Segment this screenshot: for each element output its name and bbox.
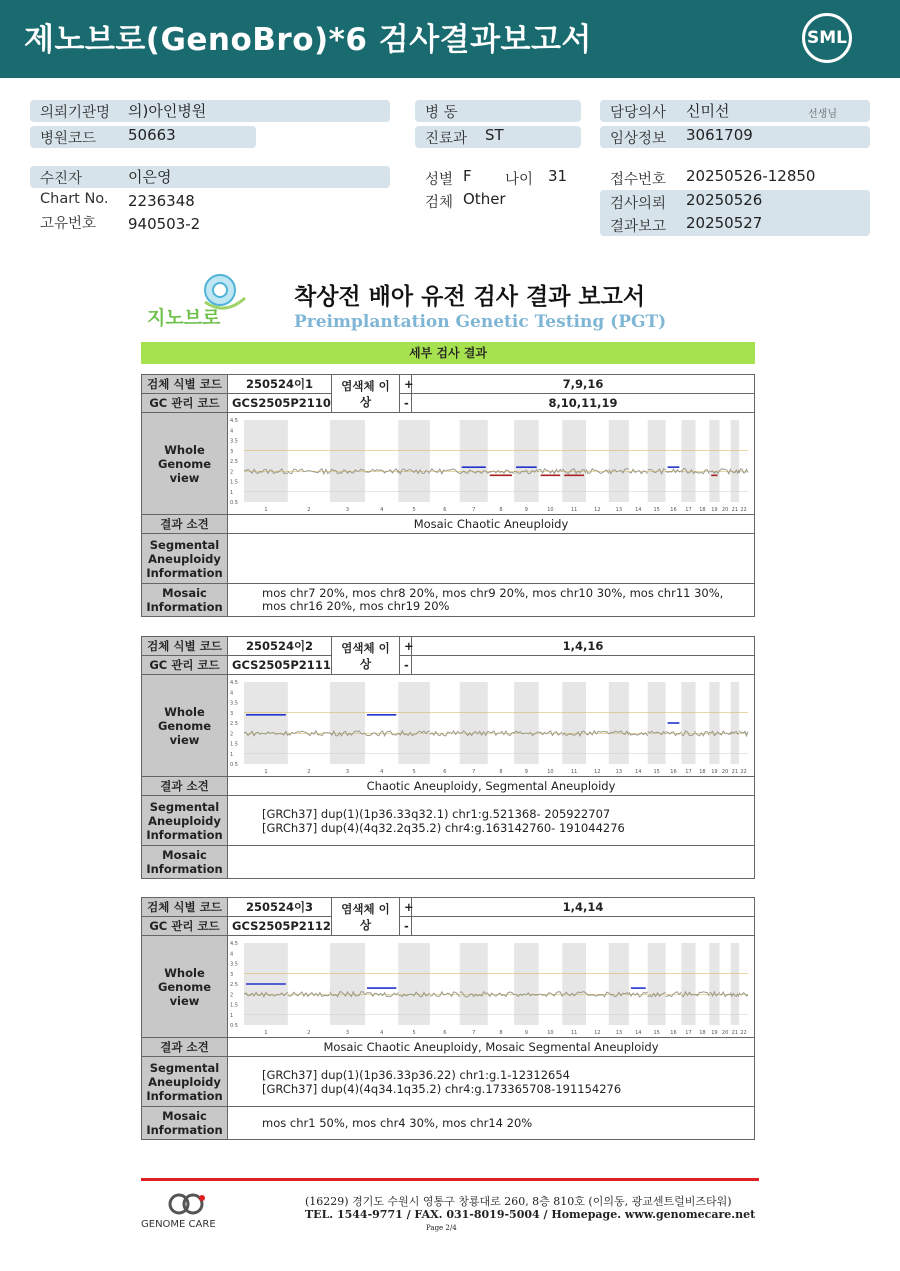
x-tick-label: 4 — [380, 1029, 384, 1036]
sml-logo: SML — [802, 13, 852, 63]
x-tick-label: 5 — [412, 1029, 416, 1036]
receipt-value: 20250526-12850 — [686, 167, 816, 185]
y-tick-label: 3.5 — [230, 961, 238, 967]
y-tick-label: 3 — [230, 971, 234, 978]
genobro-logo-text: 지노브로 — [147, 307, 221, 329]
chromosome-band — [648, 943, 666, 1025]
y-tick-label: 1.5 — [230, 1002, 238, 1008]
y-tick-label: 1 — [230, 751, 234, 758]
specimen-value: Other — [463, 190, 506, 208]
x-tick-label: 11 — [570, 506, 578, 513]
chromosome-band — [514, 682, 539, 764]
ward-label: 병 동 — [425, 105, 458, 121]
copy-number-trace — [365, 992, 398, 996]
y-tick-label: 0.5 — [230, 1022, 238, 1029]
request-label: 검사의뢰 — [610, 196, 667, 212]
x-tick-label: 20 — [721, 506, 729, 513]
specimen-code-value: 250524이2 — [228, 637, 332, 656]
y-tick-label: 2 — [230, 991, 234, 998]
copy-number-trace — [666, 469, 682, 473]
mosaic-label: Mosaic Information — [142, 584, 228, 617]
unique-no-value: 940503-2 — [128, 215, 201, 233]
mosaic-value: mos chr7 20%, mos chr8 20%, mos chr9 20%, mos chr10 30%, mos chr11 30%, mos chr16 20%, mos chr19 20% — [228, 584, 755, 617]
chrom-abn-label: 염색체 이상 — [332, 637, 400, 675]
age-value: 31 — [548, 167, 568, 185]
x-tick-label: 4 — [380, 506, 384, 513]
hospital-code-label: 병원코드 — [40, 131, 97, 147]
y-tick-label: 2 — [230, 468, 234, 475]
specimen-label: 검체 — [425, 195, 454, 211]
segmental-value — [228, 796, 755, 846]
x-tick-label: 9 — [524, 768, 528, 775]
finding-value: Mosaic Chaotic Aneuploidy — [228, 515, 755, 534]
x-tick-label: 7 — [472, 506, 476, 513]
chrom-abn-label: 염색체 이상 — [332, 898, 400, 936]
y-tick-label: 2.5 — [230, 720, 238, 727]
whole-genome-label: Whole Genome view — [142, 675, 228, 777]
minus-value: 8,10,11,19 — [412, 394, 755, 413]
gc-code-value: GCS2505P2112 — [228, 917, 332, 936]
y-tick-label: 4 — [230, 427, 234, 434]
gc-code-label: GC 관리 코드 — [142, 917, 228, 936]
chromosome-band — [681, 420, 695, 502]
whole-genome-chart — [228, 936, 755, 1038]
x-tick-label: 9 — [524, 506, 528, 513]
report-title: 착상전 배아 유전 검사 결과 보고서 — [294, 284, 646, 310]
x-tick-label: 9 — [524, 1029, 528, 1036]
segmental-line: [GRCh37] dup(1)(1p36.33p36.22) chr1:g.1-12312654 — [262, 1067, 570, 1082]
chromosome-band — [514, 420, 539, 502]
x-tick-label: 11 — [570, 768, 578, 775]
whole-genome-chart — [228, 675, 755, 777]
copy-number-trace — [586, 730, 609, 734]
x-tick-label: 20 — [721, 768, 729, 775]
x-tick-label: 17 — [685, 1029, 692, 1036]
chromosome-band — [562, 420, 586, 502]
y-tick-label: 4.5 — [230, 679, 238, 686]
x-tick-label: 7 — [472, 768, 476, 775]
segmental-value — [228, 1057, 755, 1107]
x-tick-label: 12 — [594, 1029, 601, 1036]
chromosome-band — [514, 943, 539, 1025]
age-label: 나이 — [505, 172, 534, 188]
x-tick-label: 1 — [264, 506, 268, 513]
x-tick-label: 19 — [711, 768, 718, 775]
sex-label: 성별 — [425, 172, 454, 188]
request-value: 20250526 — [686, 191, 763, 209]
x-tick-label: 8 — [499, 1029, 503, 1036]
chromosome-band — [731, 943, 739, 1025]
hospital-code-value: 50663 — [128, 126, 176, 144]
chromosome-band — [681, 943, 695, 1025]
segmental-label: Segmental Aneuploidy Information — [142, 796, 228, 846]
x-tick-label: 20 — [721, 1029, 729, 1036]
y-tick-label: 3 — [230, 710, 234, 717]
y-tick-label: 1.5 — [230, 479, 238, 485]
patient-label: 수진자 — [40, 171, 83, 187]
report-header — [0, 0, 900, 78]
x-tick-label: 16 — [670, 1029, 677, 1036]
department-label: 진료과 — [425, 131, 468, 147]
y-tick-label: 4.5 — [230, 417, 238, 424]
y-tick-label: 0.5 — [230, 499, 238, 506]
genobro-logo — [145, 272, 255, 332]
y-tick-label: 4 — [230, 950, 234, 957]
doctor-value: 신미선 — [686, 102, 730, 120]
x-tick-label: 12 — [594, 768, 601, 775]
chromosome-band — [562, 943, 586, 1025]
chromosome-band — [609, 420, 629, 502]
x-tick-label: 4 — [380, 768, 384, 775]
sample-table-3 — [141, 897, 755, 1140]
y-tick-label: 2 — [230, 730, 234, 737]
chromosome-band — [609, 943, 629, 1025]
chrom-abn-label: 염색체 이상 — [332, 375, 400, 413]
y-tick-label: 0.5 — [230, 761, 238, 768]
gc-code-label: GC 관리 코드 — [142, 656, 228, 675]
x-tick-label: 19 — [711, 506, 718, 513]
unique-no-label: 고유번호 — [40, 216, 97, 232]
patient-value: 이은영 — [128, 168, 172, 186]
chromosome-band — [609, 682, 629, 764]
x-tick-label: 15 — [653, 506, 660, 513]
segmental-line: [GRCh37] dup(1)(1p36.33q32.1) chr1:g.521368- 205922707 — [262, 806, 611, 821]
minus-sign: - — [400, 656, 412, 675]
copy-number-trace — [666, 731, 682, 735]
y-tick-label: 3 — [230, 448, 234, 455]
chromosome-band — [648, 682, 666, 764]
copy-number-trace — [696, 991, 710, 995]
segmental-line: [GRCh37] dup(4)(4q32.2q35.2) chr4:g.163142760- 191044276 — [262, 820, 625, 835]
report-date-label: 결과보고 — [610, 219, 667, 235]
x-tick-label: 19 — [711, 1029, 718, 1036]
chromosome-band — [330, 420, 365, 502]
x-tick-label: 6 — [443, 506, 447, 513]
finding-value: Chaotic Aneuploidy, Segmental Aneuploidy — [228, 777, 755, 796]
copy-number-trace — [488, 470, 514, 474]
x-tick-label: 11 — [570, 1029, 578, 1036]
chromosome-band — [244, 420, 288, 502]
x-tick-label: 21 — [731, 506, 739, 513]
x-tick-label: 6 — [443, 1029, 447, 1036]
minus-sign: - — [400, 917, 412, 936]
x-tick-label: 22 — [740, 768, 747, 775]
y-tick-label: 1 — [230, 1012, 234, 1019]
plus-value: 1,4,14 — [412, 898, 755, 917]
footer-divider — [141, 1178, 759, 1181]
sample-table-2 — [141, 636, 755, 879]
chart-no-label: Chart No. — [40, 191, 109, 207]
x-tick-label: 10 — [547, 1029, 554, 1036]
chart-no-value: 2236348 — [128, 192, 195, 210]
chromosome-band — [244, 682, 288, 764]
chromosome-band — [398, 682, 430, 764]
x-tick-label: 22 — [740, 1029, 747, 1036]
segmental-value — [228, 534, 755, 584]
x-tick-label: 8 — [499, 768, 503, 775]
chromosome-band — [709, 682, 719, 764]
chromosome-band — [648, 420, 666, 502]
x-tick-label: 8 — [499, 506, 503, 513]
gc-code-label: GC 관리 코드 — [142, 394, 228, 413]
x-tick-label: 12 — [594, 506, 601, 513]
x-tick-label: 5 — [412, 506, 416, 513]
specimen-code-value: 250524이1 — [228, 375, 332, 394]
plus-sign: + — [400, 637, 412, 656]
x-tick-label: 6 — [443, 768, 447, 775]
y-tick-label: 3.5 — [230, 700, 238, 706]
chromosome-band — [330, 943, 365, 1025]
x-tick-label: 2 — [307, 768, 311, 775]
chromosome-band — [460, 943, 488, 1025]
x-tick-label: 15 — [653, 768, 660, 775]
finding-value: Mosaic Chaotic Aneuploidy, Mosaic Segmental Aneuploidy — [228, 1038, 755, 1057]
mosaic-label: Mosaic Information — [142, 1107, 228, 1140]
x-tick-label: 18 — [699, 1029, 706, 1036]
chromosome-band — [709, 420, 719, 502]
x-tick-label: 1 — [264, 768, 268, 775]
clinical-label: 임상정보 — [610, 131, 667, 147]
segmental-line: [GRCh37] dup(4)(4q34.1q35.2) chr4:g.173365708-191154276 — [262, 1081, 622, 1096]
gc-code-value: GCS2505P2110 — [228, 394, 332, 413]
whole-genome-svg — [228, 676, 752, 776]
chromosome-band — [398, 943, 430, 1025]
copy-number-trace — [629, 732, 648, 735]
genome-care-logo — [141, 1192, 231, 1232]
x-tick-label: 13 — [615, 768, 623, 775]
chromosome-band — [398, 420, 430, 502]
x-tick-label: 2 — [307, 1029, 311, 1036]
doctor-suffix: 선생님 — [808, 109, 837, 120]
x-tick-label: 22 — [740, 506, 747, 513]
section-title: 세부 검사 결과 — [141, 342, 755, 364]
x-tick-label: 13 — [615, 506, 623, 513]
x-tick-label: 13 — [615, 1029, 623, 1036]
y-tick-label: 3.5 — [230, 438, 238, 444]
chromosome-band — [460, 420, 488, 502]
y-tick-label: 4 — [230, 689, 234, 696]
specimen-code-label: 검체 식별 코드 — [142, 898, 228, 917]
clinical-value: 3061709 — [686, 126, 753, 144]
whole-genome-chart — [228, 413, 755, 515]
finding-label: 결과 소견 — [142, 777, 228, 796]
x-tick-label: 14 — [635, 768, 642, 775]
x-tick-label: 2 — [307, 506, 311, 513]
y-tick-label: 2.5 — [230, 981, 238, 988]
finding-label: 결과 소견 — [142, 1038, 228, 1057]
x-tick-label: 5 — [412, 768, 416, 775]
sample-table-1 — [141, 374, 755, 617]
x-tick-label: 3 — [345, 768, 350, 775]
x-tick-label: 21 — [731, 1029, 739, 1036]
x-tick-label: 15 — [653, 1029, 660, 1036]
chromosome-band — [709, 943, 719, 1025]
receipt-label: 접수번호 — [610, 172, 667, 188]
footer-page: Page 2/4 — [426, 1224, 457, 1232]
report-date-value: 20250527 — [686, 214, 763, 232]
specimen-code-label: 검체 식별 코드 — [142, 375, 228, 394]
doctor-label: 담당의사 — [610, 105, 667, 121]
whole-genome-label: Whole Genome view — [142, 413, 228, 515]
x-tick-label: 3 — [345, 506, 350, 513]
plus-sign: + — [400, 898, 412, 917]
segmental-label: Segmental Aneuploidy Information — [142, 1057, 228, 1107]
whole-genome-svg — [228, 937, 752, 1037]
copy-number-trace — [696, 731, 710, 735]
plus-sign: + — [400, 375, 412, 394]
x-tick-label: 14 — [635, 506, 642, 513]
chromosome-band — [681, 682, 695, 764]
x-tick-label: 10 — [547, 506, 554, 513]
x-tick-label: 17 — [685, 768, 692, 775]
mosaic-label: Mosaic Information — [142, 846, 228, 879]
minus-value — [412, 656, 755, 675]
institution-value: 의)아인병원 — [128, 102, 207, 120]
institution-label: 의뢰기관명 — [40, 105, 111, 121]
x-tick-label: 18 — [699, 506, 706, 513]
department-value: ST — [485, 126, 504, 144]
minus-sign: - — [400, 394, 412, 413]
y-tick-label: 2.5 — [230, 458, 238, 465]
x-tick-label: 16 — [670, 506, 677, 513]
footer-contact: TEL. 1544-9771 / FAX. 031-8019-5004 / Homepage. www.genomecare.net — [305, 1208, 756, 1221]
x-tick-label: 18 — [699, 768, 706, 775]
chromosome-band — [731, 682, 739, 764]
sex-value: F — [463, 167, 472, 185]
footer-address: (16229) 경기도 수원시 영통구 창룡대로 260, 8층 810호 (이의동, 광교센트럴비즈타워) — [305, 1195, 732, 1208]
plus-value: 1,4,16 — [412, 637, 755, 656]
finding-label: 결과 소견 — [142, 515, 228, 534]
x-tick-label: 1 — [264, 1029, 268, 1036]
mosaic-value: mos chr1 50%, mos chr4 30%, mos chr14 20% — [228, 1107, 755, 1140]
chromosome-band — [562, 682, 586, 764]
chromosome-band — [330, 682, 365, 764]
plus-value: 7,9,16 — [412, 375, 755, 394]
chromosome-band — [460, 682, 488, 764]
whole-genome-label: Whole Genome view — [142, 936, 228, 1038]
report-subtitle: Preimplantation Genetic Testing (PGT) — [294, 312, 667, 332]
report-header-title: 제노브로(GenoBro)*6 검사결과보고서 — [24, 22, 592, 58]
specimen-code-label: 검체 식별 코드 — [142, 637, 228, 656]
x-tick-label: 10 — [547, 768, 554, 775]
copy-number-trace — [696, 469, 710, 473]
chromosome-band — [731, 420, 739, 502]
x-tick-label: 3 — [345, 1029, 350, 1036]
y-tick-label: 1 — [230, 489, 234, 496]
x-tick-label: 17 — [685, 506, 692, 513]
whole-genome-svg — [228, 414, 752, 514]
specimen-code-value: 250524이3 — [228, 898, 332, 917]
x-tick-label: 7 — [472, 1029, 476, 1036]
x-tick-label: 21 — [731, 768, 739, 775]
minus-value — [412, 917, 755, 936]
segmental-label: Segmental Aneuploidy Information — [142, 534, 228, 584]
y-tick-label: 4.5 — [230, 940, 238, 947]
y-tick-label: 1.5 — [230, 741, 238, 747]
x-tick-label: 16 — [670, 768, 677, 775]
x-tick-label: 14 — [635, 1029, 642, 1036]
gc-code-value: GCS2505P2111 — [228, 656, 332, 675]
genome-care-logo-text: GENOME CARE — [141, 1219, 216, 1230]
mosaic-value — [228, 846, 755, 879]
